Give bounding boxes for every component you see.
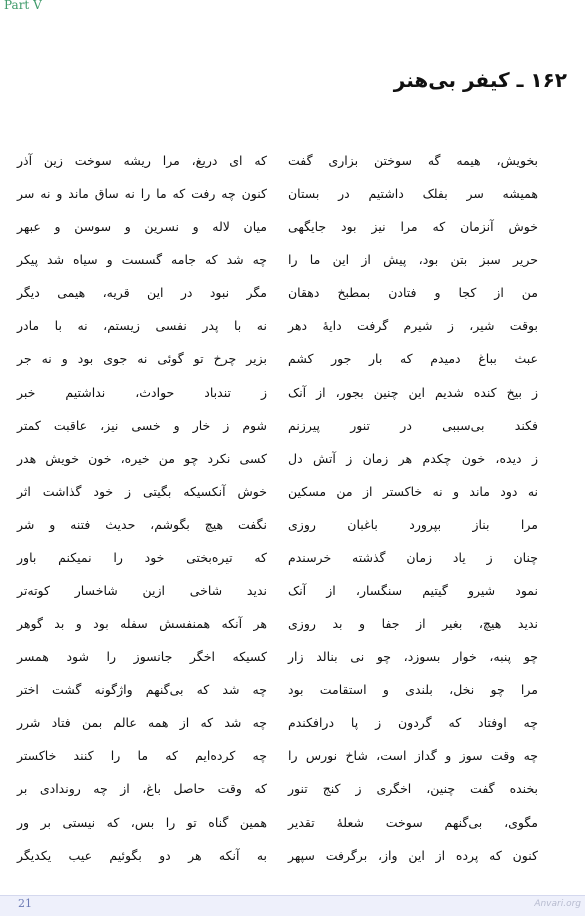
page-number: 21 [18,897,32,910]
hemistich-right: فکند بی‌سببی در تنور پیرزنم [288,417,538,433]
hemistich-left: که ای دریغ، مرا ریشه سوخت زین آذر [17,153,267,168]
hemistich-right: چو پنبه، خوار بسوزد، چو نی بنالد زار [288,649,538,665]
hemistich-left: همین گناه تو را بس، که نیستی بر ور [17,814,267,830]
hemistich-right: بخویش، هیمه گه سوختن بزاری گفت [288,153,538,168]
hemistich-right: مرا بناز بپرورد باغبان روزی [288,516,538,532]
hemistich-left: نگفت هیچ بگوشم، حدیث فتنه و شر [17,516,267,532]
hemistich-left: چه شد که بی‌گنهم واژگونه گشت اختر [17,682,267,698]
hemistich-left: مگر نبود در این قریه، هیمی دیگر [17,285,267,301]
hemistich-right: حریر سبز بتن بود، پیش از این ما را [288,252,538,268]
hemistich-right: بخنده گفت چنین، اخگری ز کنج تنور [288,781,538,797]
hemistich-right: همیشه سر بفلک داشتیم در بستان [288,186,538,202]
hemistich-right: چنان ز یاد زمان گذشته خرسندم [288,549,538,565]
hemistich-left: ندید شاخی ازین شاخسار کوته‌تر [17,583,267,599]
verse-18 [0,712,585,745]
verse-1 [0,150,585,183]
hemistich-left: که وقت حاصل باغ، از چه روندادی بر [17,781,267,797]
verse-4 [0,249,585,282]
verse-3 [0,216,585,249]
verse-8 [0,382,585,415]
verse-11 [0,481,585,514]
verse-20 [0,778,585,811]
verse-7 [0,348,585,381]
footer-bar [0,895,585,916]
hemistich-left: کسی نکرد چو من خیره، خون خویش هدر [17,450,267,466]
verse-17 [0,679,585,712]
hemistich-left: که تیره‌بختی خود را نمیکنم باور [17,549,267,565]
hemistich-left: کنون چه رفت که ما را نه ساق ماند و نه سر [17,186,267,202]
part-label: Part V [4,0,42,12]
hemistich-left: چه شد که از همه عالم بمن فتاد شرر [17,715,267,731]
hemistich-left: هر آنکه همنفسش سفله بود و بد گوهر [17,616,267,632]
hemistich-right: عبث بباغ دمیدم که بار جور کشم [288,351,538,367]
hemistich-left: میان لاله و نسرین و سوسن و عبهر [17,219,267,235]
hemistich-left: چه کرده‌ایم که ما را کنند خاکستر [17,748,267,764]
hemistich-right: ز بیخ کنده شدیم این چنین بجور، از آنک [288,384,538,400]
hemistich-right: چه اوفتاد که گردون ز پا درافکندم [288,715,538,731]
hemistich-left: کسیکه اخگر جانسوز را شود همسر [17,649,267,665]
verse-22 [0,845,585,878]
hemistich-left: ز تندباد حوادث، نداشتیم خبر [17,384,267,400]
hemistich-left: شوم ز خار و خسی نیز، عاقبت کمتر [17,417,267,433]
verse-10 [0,448,585,481]
hemistich-right: نمود شیرو گیتیم سنگسار، از آنک [288,583,538,599]
verse-16 [0,646,585,679]
verse-6 [0,315,585,348]
hemistich-left: نه با پدر نفسی زیستم، نه با مادر [17,318,267,334]
verse-2 [0,183,585,216]
hemistich-right: کنون که پرده از این واز، برگرفت سپهر [288,847,538,863]
hemistich-left: چه شد که جامه گسست و سیاه شد پیکر [17,252,267,268]
hemistich-right: ز دیده، خون چکدم هر زمان ز آتش دل [288,450,538,466]
hemistich-left: به آنکه هر دو بگوئیم عیب یکدیگر [17,847,267,863]
hemistich-right: خوش آنزمان که مرا نیز بود جایگهی [288,219,538,235]
verse-5 [0,282,585,315]
hemistich-right: بوقت شیر، ز شیرم گرفت دایهٔ دهر [288,318,538,334]
hemistich-right: مرا چو نخل، بلندی و استقامت بود [288,682,538,698]
hemistich-right: ندید هیچ، بغیر از جفا و بد روزی [288,616,538,632]
poem-body [0,150,585,878]
verse-13 [0,547,585,580]
hemistich-left: خوش آنکسیکه بگیتی ز خود گذاشت اثر [17,483,267,499]
hemistich-right: مگوی، بی‌گنهم سوخت شعلهٔ تقدیر [288,814,538,830]
watermark: Anvari.org [534,899,581,909]
verse-21 [0,812,585,845]
verse-9 [0,415,585,448]
hemistich-left: بزیر چرخ تو گوئی نه جوی بود و نه جر [17,351,267,367]
hemistich-right: من از کجا و فتادن بمطبخ دهقان [288,285,538,301]
verse-12 [0,514,585,547]
poem-title: ۱۶۲ ـ کیفر بی‌هنر [393,68,567,92]
verse-19 [0,745,585,778]
verse-14 [0,580,585,613]
hemistich-right: چه وقت سوز و گداز است، شاخ نورس را [288,748,538,764]
hemistich-right: نه دود ماند و نه خاکستر از من مسکین [288,483,538,499]
verse-15 [0,613,585,646]
